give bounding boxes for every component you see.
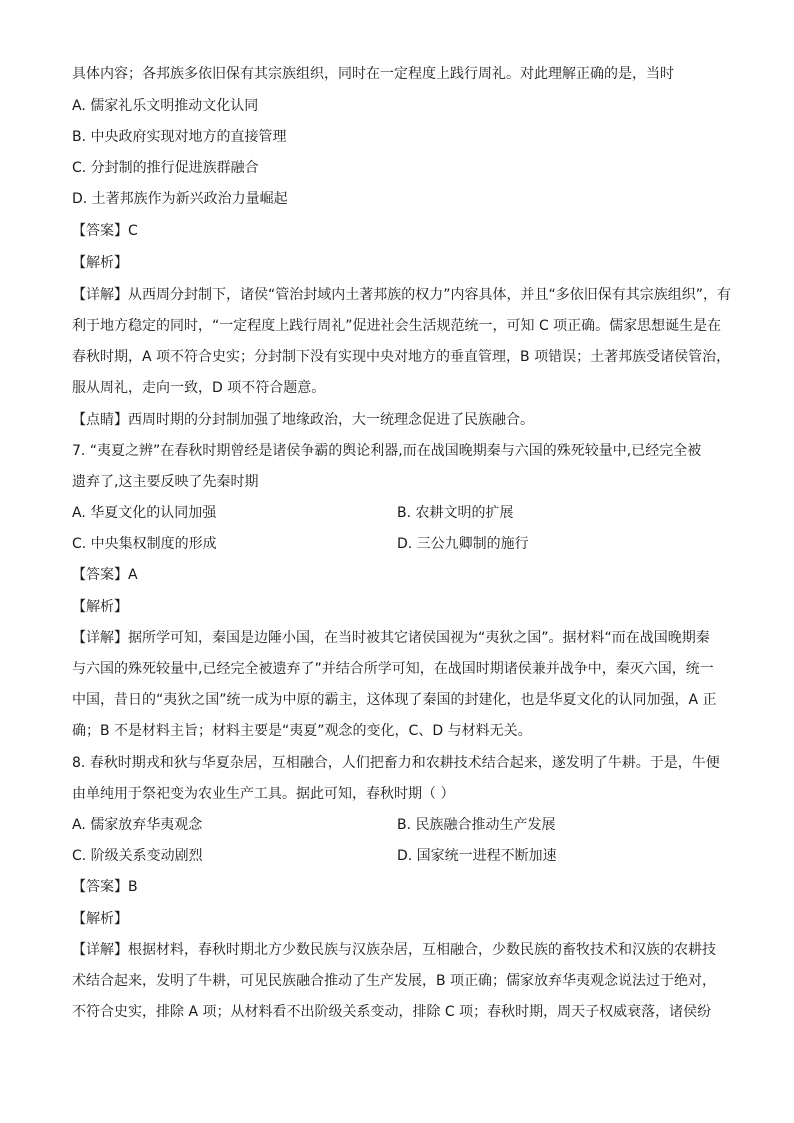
q8-option-b: B. 民族融合推动生产发展 — [397, 817, 556, 833]
q6-point: 【点睛】西周时期的分封制加强了地缘政治，大一统理念促进了民族融合。 — [72, 412, 534, 428]
q7-detail-line-1: 【详解】据所学可知，秦国是边陲小国，在当时被其它诸侯国视为“夷狄之国”。据材料“而在战国晚期秦 — [72, 630, 710, 646]
q8-answer: 【答案】B — [72, 879, 138, 895]
q7-option-d: D. 三公九卿制的施行 — [397, 536, 529, 552]
q6-answer: 【答案】C — [72, 223, 138, 239]
q7-stem-line-1: 7. “夷夏之辨”在春秋时期曾经是诸侯争霸的舆论利器,而在战国晚期秦与六国的殊死较量中,已经完全被 — [72, 443, 702, 459]
q8-detail-line-2: 术结合起来，发明了牛耕，可见民族融合推动了生产发展，B 项正确；儒家放弃华夷观念说法过于绝对， — [72, 973, 717, 989]
q8-stem-line-2: 由单纯用于祭祀变为农业生产工具。据此可知，春秋时期（ ） — [72, 786, 455, 802]
q6-detail-line-3: 春秋时期，A 项不符合史实；分封制下没有实现中央对地方的垂直管理，B 项错误；土著邦族受诸侯管治， — [72, 349, 731, 365]
q6-option-d: D. 土著邦族作为新兴政治力量崛起 — [72, 191, 288, 207]
q7-detail-line-4: 确；B 不是材料主旨；材料主要是“夷夏”观念的变化，C、D 与材料无关。 — [72, 723, 532, 739]
q7-answer: 【答案】A — [72, 567, 138, 583]
q7-option-c: C. 中央集权制度的形成 — [72, 536, 217, 552]
q6-detail-line-4: 服从周礼，走向一致，D 项不符合题意。 — [72, 380, 326, 396]
q6-option-c: C. 分封制的推行促进族群融合 — [72, 160, 259, 176]
q7-option-b: B. 农耕文明的扩展 — [397, 505, 514, 521]
q7-detail-line-2: 与六国的殊死较量中,已经完全被遗弃了”并结合所学可知，在战国时期诸侯兼并战争中，秦灭六国，统一 — [72, 661, 714, 677]
q6-analysis-label: 【解析】 — [72, 255, 128, 271]
q6-option-a: A. 儒家礼乐文明推动文化认同 — [72, 98, 259, 114]
q7-stem-line-2: 遗弃了,这主要反映了先秦时期 — [72, 474, 259, 490]
q8-analysis-label: 【解析】 — [72, 911, 128, 927]
q8-option-d: D. 国家统一进程不断加速 — [397, 848, 557, 864]
q8-detail-line-3: 不符合史实，排除 A 项；从材料看不出阶级关系变动，排除 C 项；春秋时期，周天子权威衰落，诸侯纷 — [72, 1004, 712, 1020]
q8-option-c: C. 阶级关系变动剧烈 — [72, 848, 203, 864]
q8-stem-line-1: 8. 春秋时期戎和狄与华夏杂居，互相融合，人们把畜力和农耕技术结合起来，遂发明了牛耕。于是，牛便 — [72, 755, 720, 771]
q8-option-a: A. 儒家放弃华夷观念 — [72, 817, 203, 833]
q6-stem-tail: 具体内容；各邦族多依旧保有其宗族组织，同时在一定程度上践行周礼。对此理解正确的是，当时 — [72, 66, 674, 82]
q6-detail-line-2: 利于地方稳定的同时，“一定程度上践行周礼”促进社会生活规范统一，可知 C 项正确。儒家思想诞生是在 — [72, 318, 722, 334]
q7-detail-line-3: 中国，昔日的“夷狄之国”统一成为中原的霸主，这体现了秦国的封建化，也是华夏文化的认同加强，A 正 — [72, 692, 717, 708]
q7-option-a: A. 华夏文化的认同加强 — [72, 505, 217, 521]
q6-detail-line-1: 【详解】从西周分封制下，诸侯“管治封域内土著邦族的权力”内容具体，并且“多依旧保有其宗族组织”，有 — [72, 287, 732, 303]
q7-analysis-label: 【解析】 — [72, 599, 128, 615]
q6-option-b: B. 中央政府实现对地方的直接管理 — [72, 129, 287, 145]
q8-detail-line-1: 【详解】根据材料，春秋时期北方少数民族与汉族杂居，互相融合，少数民族的畜牧技术和汉族的农耕技 — [72, 942, 716, 958]
